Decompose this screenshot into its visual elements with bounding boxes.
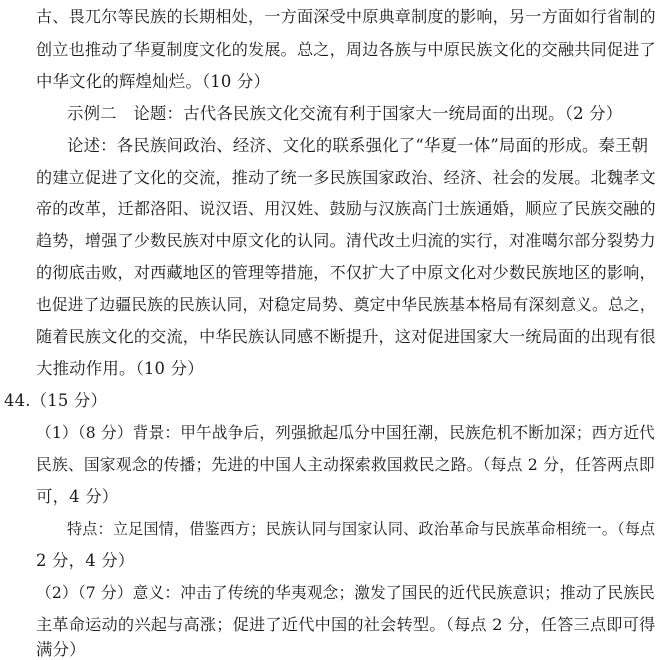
text-line: （1）（8 分）背景：甲午战争后，列强掀起瓜分中国狂潮，民族危机不断加深；西方近代 [36, 423, 655, 442]
text-line: 随着民族文化的交流，中华民族认同感不断提升，这对促进国家大一统局面的出现有很 [36, 327, 656, 346]
text-line: 趋势，增强了少数民族对中原文化的认同。清代改土归流的实行，对准噶尔部分裂势力 [36, 231, 656, 250]
text-line: 可，4 分） [36, 487, 119, 506]
text-line: 大推动作用。（10 分） [36, 359, 204, 378]
text-line: 的彻底击败，对西藏地区的管理等措施，不仅扩大了中原文化对少数民族地区的影响， [36, 263, 656, 282]
text-line: 创立也推动了华夏制度文化的发展。总之，周边各族与中原民族文化的交融共同促进了 [36, 40, 656, 59]
text-line: 满分） [36, 640, 86, 659]
text-line: 古、畏兀尔等民族的长期相处，一方面深受中原典章制度的影响，另一方面如行省制的 [36, 7, 656, 26]
text-line: 中华文化的辉煌灿烂。（10 分） [36, 72, 271, 91]
text-line: 示例二 论题：古代各民族文化交流有利于国家大一统局面的出现。（2 分） [67, 104, 623, 123]
text-line: 2 分，4 分） [36, 551, 135, 570]
question-number: 44.（15 分） [4, 391, 108, 410]
text-line: 特点：立足国情，借鉴西方；民族认同与国家认同、政治革命与民族革命相统一。（每点 [67, 520, 656, 538]
text-line: 民族、国家观念的传播；先进的中国人主动探索救国救民之路。（每点 2 分，任答两点即 [36, 455, 655, 474]
text-line: （2）（7 分）意义：冲击了传统的华夷观念；激发了国民的近代民族意识；推动了民族民 [36, 583, 655, 602]
text-line: 也促进了边疆民族的民族认同，对稳定局势、奠定中华民族基本格局有深刻意义。总之， [36, 295, 656, 314]
text-line: 论述：各民族间政治、经济、文化的联系强化了“华夏一体”局面的形成。秦王朝 [67, 136, 649, 155]
text-line: 的建立促进了文化的交流，推动了统一多民族国家政治、经济、社会的发展。北魏孝文 [36, 168, 656, 187]
text-line: 主革命运动的兴起与高涨；促进了近代中国的社会转型。（每点 2 分，任答三点即可得 [36, 615, 656, 634]
text-line: 帝的改革，迁都洛阳、说汉语、用汉姓、鼓励与汉族高门士族通婚，顺应了民族交融的 [36, 199, 656, 218]
